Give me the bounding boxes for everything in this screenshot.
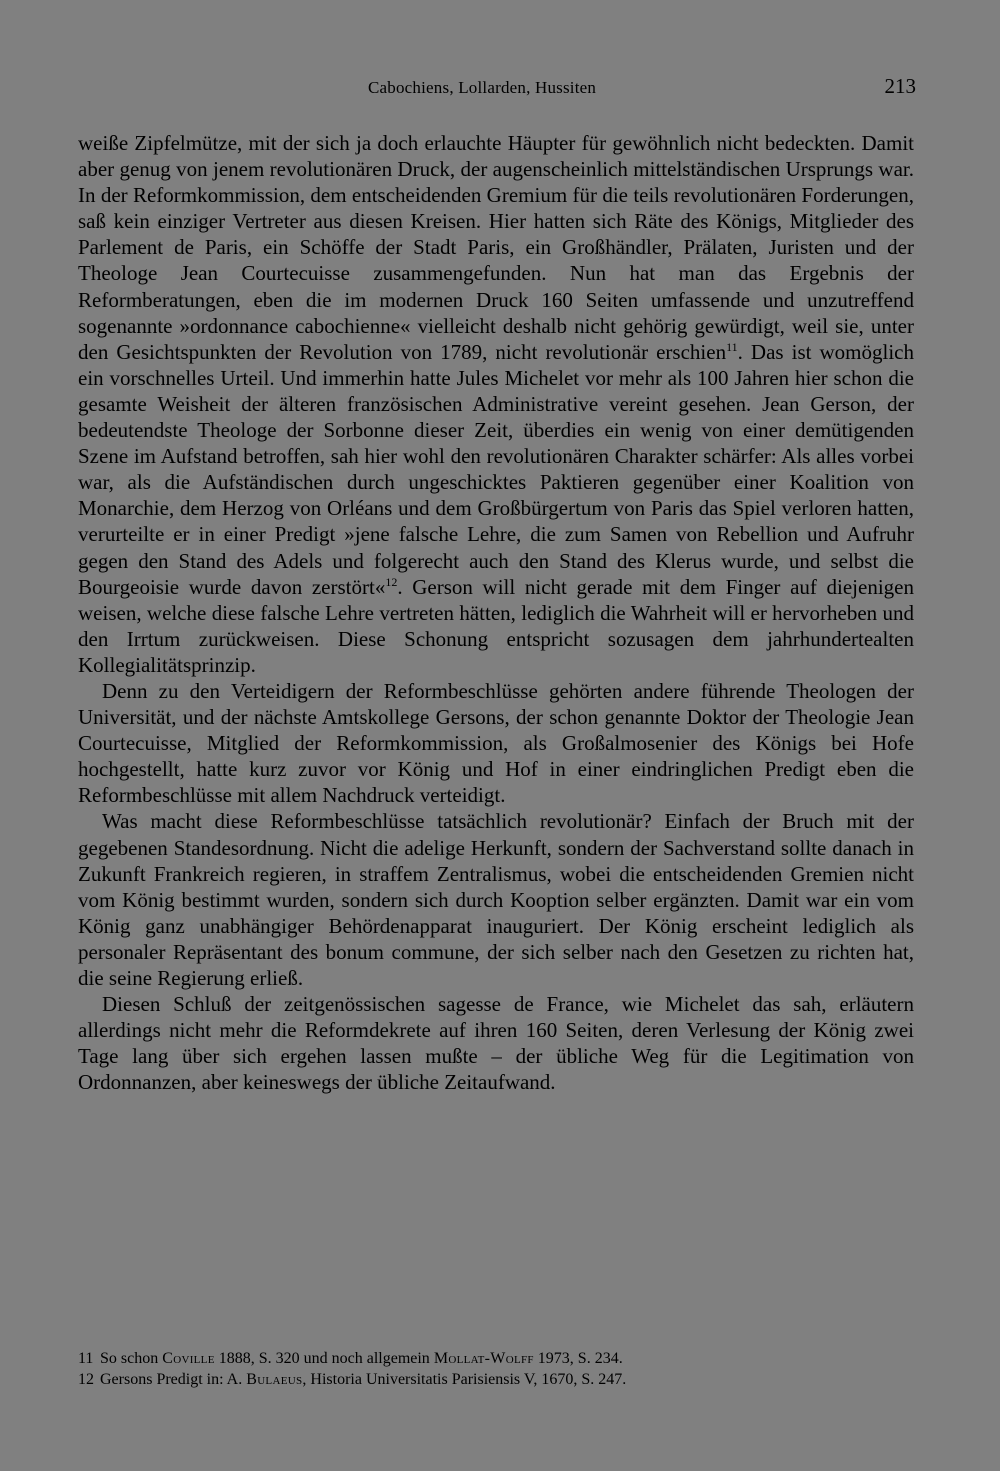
footnote-text: 1888, S. 320 und noch allgemein [214, 1350, 434, 1367]
paragraph-3: Was macht diese Reformbeschlüsse tatsächlich revolutionär? Einfach der Bruch mit der gegebenen Standesordnung. Nicht die adelige Herkunft, sondern der Sachverstand sollte danach in Zukunft Frankreich regieren, in straffem Zentralismus, wobei die entscheidenden Gremien nicht vom König bestimmt wurden, sondern sich durch Kooption selber ergänzten. Damit war ein vom König ganz unabhängiger Behördenapparat inauguriert. Der König erscheint lediglich als personaler Repräsentant des bonum commune, der sich selber nach den Gesetzen zu richten hat, die seine Regierung erließ. [78, 809, 914, 990]
page-number: 213 [884, 74, 916, 98]
paragraph-4: Diesen Schluß der zeitgenössischen sagesse de France, wie Michelet das sah, erläutern allerdings nicht mehr die Reformdekrete auf ihren 160 Seiten, deren Verlesung der König zwei Tage lang über sich ergehen lassen mußte – der übliche Weg für die Legitimation von Ordonnanzen, aber keineswegs der übliche Zeitaufwand. [78, 992, 914, 1095]
footnote-ref-11[interactable]: 11 [726, 339, 738, 354]
footnote-number: 11 [78, 1350, 94, 1367]
paragraph-1-part-2: . Das ist womöglich ein vorschnelles Urteil. Und immerhin hatte Jules Michelet vor mehr als 100 Jahren hier schon die gesamte Weisheit der älteren französischen Administrative vereint gesehen. Jean Gerson, der bedeutendste Theologe der Sorbonne dieser Zeit, überdies ein wenig von einer demütigenden Szene im Aufstand betroffen, sah hier wohl den revolutionären Charakter schärfer: Als alles vorbei war, als die Aufständischen durch ungeschicktes Paktieren gegenüber einer Koalition von Monarchie, dem Herzog von Orléans und dem Großbürgertum von Paris das Spiel verloren hatten, verurteilte er in einer Predigt »jene falsche Lehre, die zum Samen von Rebellion und Aufruhr gegen den Stand des Adels und folgerecht auch den Stand des Klerus wurde, und selbst die Bourgeoisie wurde davon zerstört« [78, 339, 914, 599]
footnote-text: 1973, S. 234. [533, 1350, 623, 1367]
footnote-text: So schon [100, 1350, 163, 1367]
footnote-text: Gersons Predigt in: A. [100, 1371, 247, 1388]
footnote-12 [78, 1369, 914, 1390]
paragraph-1 [78, 130, 914, 678]
paragraph-1-part-3: . Gerson will nicht gerade mit dem Finger auf diejenigen weisen, welche diese falsche Lehre vertreten hätten, lediglich die Wahrheit will er hervorheben und den Irrtum zurückweisen. Diese Schonung entspricht sozusagen dem jahrhundertealten Kollegialitätsprinzip. [78, 574, 914, 677]
body-text [78, 130, 914, 1095]
footnote-ref-12[interactable]: 12 [385, 574, 398, 589]
paragraph-2: Denn zu den Verteidigern der Reformbeschlüsse gehörten andere führende Theologen der Universität, und der nächste Amtskollege Gersons, der schon genannte Doktor der Theologie Jean Courtecuisse, Mitglied der Reformkommission, als Großalmosenier des Königs bei Hofe hochgestellt, hatte kurz zuvor vor König und Hof in einer eindringlichen Predigt eben die Reformbeschlüsse mit allem Nachdruck verteidigt. [78, 678, 914, 808]
running-header [78, 74, 916, 104]
footnote-text: , Historia Universitatis Parisiensis V, 1670, S. 247. [302, 1371, 627, 1388]
footnote-author: Bulaeus [246, 1371, 303, 1388]
running-title: Cabochiens, Lollarden, Hussiten [368, 78, 597, 97]
paragraph-1-part-1: weiße Zipfelmütze, mit der sich ja doch erlauchte Häupter für gewöhnlich nicht bedeckten. Damit aber genug von jenem revolutionären Druck, der augenscheinlich mittelständischen Ursprungs war. In der Reformkommission, dem entscheidenden Gremium für die teils revolutionären Forderungen, saß kein einziger Vertreter aus diesen Kreisen. Hier hatten sich Räte des Königs, Mitglieder des Parlement de Paris, ein Schöffe der Stadt Paris, ein Großhändler, Prälaten, Juristen und der Theologe Jean Courtecuisse zusammengefunden. Nun hat man das Ergebnis der Reformberatungen, eben die im modernen Druck 160 Seiten umfassende und unzutreffend sogenannte »ordonnance cabochienne« vielleicht deshalb nicht gehörig gewürdigt, weil sie, unter den Gesichtspunkten der Revolution von 1789, nicht revolutionär erschien [78, 131, 914, 364]
footnote-author: Coville [162, 1350, 215, 1367]
footnote-number: 12 [78, 1371, 94, 1388]
footnote-11 [78, 1348, 914, 1369]
footnote-author: Mollat-Wolff [433, 1350, 534, 1367]
footnotes [78, 1348, 914, 1390]
